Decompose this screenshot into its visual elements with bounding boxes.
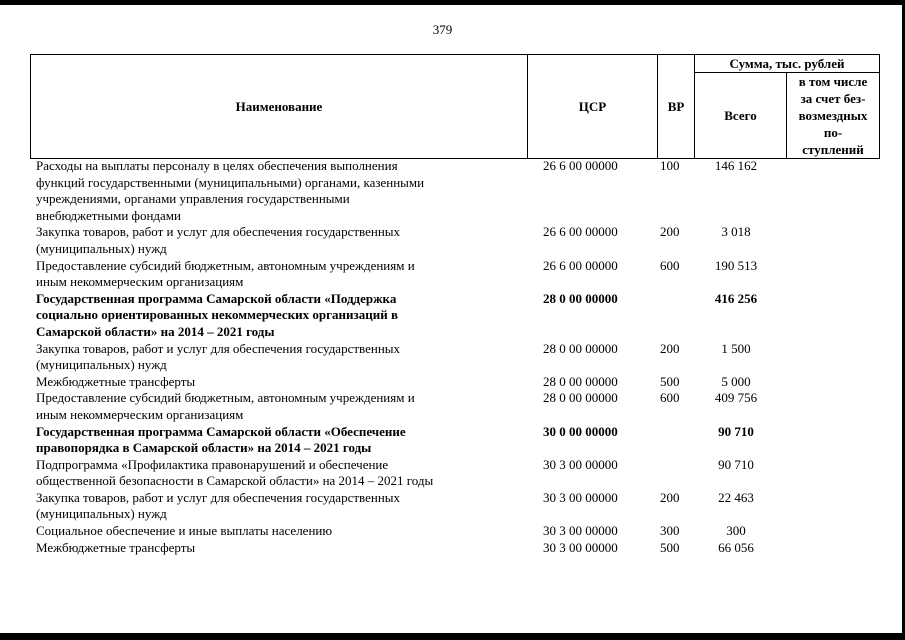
row-vr: 200: [660, 340, 680, 356]
row-csr: 26 6 00 00000: [543, 257, 618, 273]
header-csr: ЦСР: [528, 55, 658, 159]
row-vr: 200: [660, 489, 680, 505]
row-name-line: Самарской области» на 2014 – 2021 годы: [36, 323, 275, 339]
row-vr: 600: [660, 390, 680, 406]
row-total: 5 000: [721, 373, 751, 389]
table-row: [0, 390, 905, 423]
row-name-line: Государственная программа Самарской области «Поддержка: [36, 290, 397, 306]
row-name-line: внебюджетными фондами: [36, 207, 181, 223]
row-name-line: Межбюджетные трансферты: [36, 539, 196, 555]
row-name: [36, 224, 516, 257]
row-total: 3 018: [721, 224, 751, 240]
row-vr: 200: [660, 224, 680, 240]
row-name: [36, 457, 516, 490]
header-sum: Сумма, тыс. рублей: [695, 55, 880, 73]
row-name: [36, 341, 516, 374]
table-row: [0, 224, 905, 257]
header-vr: ВР: [658, 55, 695, 159]
row-csr: 26 6 00 00000: [543, 224, 618, 240]
row-name-line: Межбюджетные трансферты: [36, 373, 196, 389]
row-name-line: Социальное обеспечение и иные выплаты населению: [36, 523, 333, 539]
row-total: 90 710: [718, 423, 754, 439]
row-name: [36, 424, 516, 457]
table-row: [0, 158, 905, 224]
row-name: [36, 490, 516, 523]
header-including-line: ступлений: [802, 142, 864, 157]
header-including-line: в том числе: [798, 74, 868, 89]
table-row: [0, 540, 905, 557]
header-including: [787, 73, 880, 159]
row-name-line: Предоставление субсидий бюджетным, автономным учреждениям и: [36, 257, 415, 273]
row-csr: 28 0 00 00000: [543, 373, 618, 389]
row-csr: 26 6 00 00000: [543, 158, 618, 173]
row-name-line: Закупка товаров, работ и услуг для обеспечения государственных: [36, 340, 401, 356]
row-csr: 30 0 00 00000: [543, 423, 618, 439]
row-total: 66 056: [718, 539, 754, 555]
table-row: [0, 374, 905, 391]
page-number: 379: [432, 22, 453, 37]
row-name-line: Расходы на выплаты персоналу в целях обеспечения выполнения: [36, 158, 398, 173]
row-name-line: Государственная программа Самарской области «Обеспечение: [36, 423, 406, 439]
row-csr: 28 0 00 00000: [543, 290, 618, 306]
row-vr: 500: [660, 539, 680, 555]
header-including-line: за счет без-: [800, 91, 866, 106]
row-total: 190 513: [714, 257, 758, 273]
row-name-line: иным некоммерческим организациям: [36, 274, 244, 290]
table-row: [0, 291, 905, 341]
row-name-line: Закупка товаров, работ и услуг для обеспечения государственных: [36, 489, 401, 505]
row-name: [36, 158, 516, 224]
row-csr: 28 0 00 00000: [543, 340, 618, 356]
row-vr: 100: [660, 158, 680, 173]
row-total: 416 256: [714, 290, 758, 306]
header-including-line: по-: [823, 125, 843, 140]
row-total: 90 710: [718, 456, 754, 472]
row-name-line: Предоставление субсидий бюджетным, автономным учреждениям и: [36, 390, 415, 406]
row-csr: 30 3 00 00000: [543, 539, 618, 555]
row-name: [36, 374, 516, 391]
header-including-line: возмездных: [798, 108, 868, 123]
row-name: [36, 258, 516, 291]
row-csr: 30 3 00 00000: [543, 489, 618, 505]
row-vr: 600: [660, 257, 680, 273]
row-name-line: (муниципальных) нужд: [36, 357, 167, 373]
table-row: [0, 258, 905, 291]
row-name: [36, 523, 516, 540]
row-total: 146 162: [714, 158, 758, 173]
header-name: Наименование: [31, 55, 528, 159]
row-name-line: учреждениями, органами управления государственными: [36, 191, 350, 207]
row-name: [36, 291, 516, 341]
row-name-line: Подпрограмма «Профилактика правонарушений и обеспечение: [36, 456, 389, 472]
row-name-line: функций государственными (муниципальными) органами, казенными: [36, 174, 425, 190]
table-row: [0, 523, 905, 540]
table-row: [0, 457, 905, 490]
row-name: [36, 540, 516, 557]
row-csr: 30 3 00 00000: [543, 456, 618, 472]
table-row: [0, 424, 905, 457]
row-total: 300: [726, 523, 746, 539]
row-vr: 300: [660, 523, 680, 539]
header-total: Всего: [695, 73, 787, 159]
scan-border-top: [0, 0, 905, 5]
row-csr: 30 3 00 00000: [543, 523, 618, 539]
row-vr: 500: [660, 373, 680, 389]
table-row: [0, 490, 905, 523]
row-name-line: правопорядка в Самарской области» на 2014 – 2021 годы: [36, 440, 372, 456]
table-body: [0, 158, 905, 556]
row-total: 409 756: [714, 390, 758, 406]
row-name-line: иным некоммерческим организациям: [36, 406, 244, 422]
row-name-line: (муниципальных) нужд: [36, 506, 167, 522]
table-header: [30, 54, 880, 159]
row-name-line: общественной безопасности в Самарской области» на 2014 – 2021 годы: [36, 473, 434, 489]
table-row: [0, 341, 905, 374]
row-total: 22 463: [718, 489, 754, 505]
row-name-line: (муниципальных) нужд: [36, 240, 167, 256]
row-name: [36, 390, 516, 423]
row-csr: 28 0 00 00000: [543, 390, 618, 406]
row-total: 1 500: [721, 340, 751, 356]
row-name-line: социально ориентированных некоммерческих организаций в: [36, 307, 398, 323]
row-name-line: Закупка товаров, работ и услуг для обеспечения государственных: [36, 224, 401, 240]
scan-border-bottom: [0, 633, 905, 640]
